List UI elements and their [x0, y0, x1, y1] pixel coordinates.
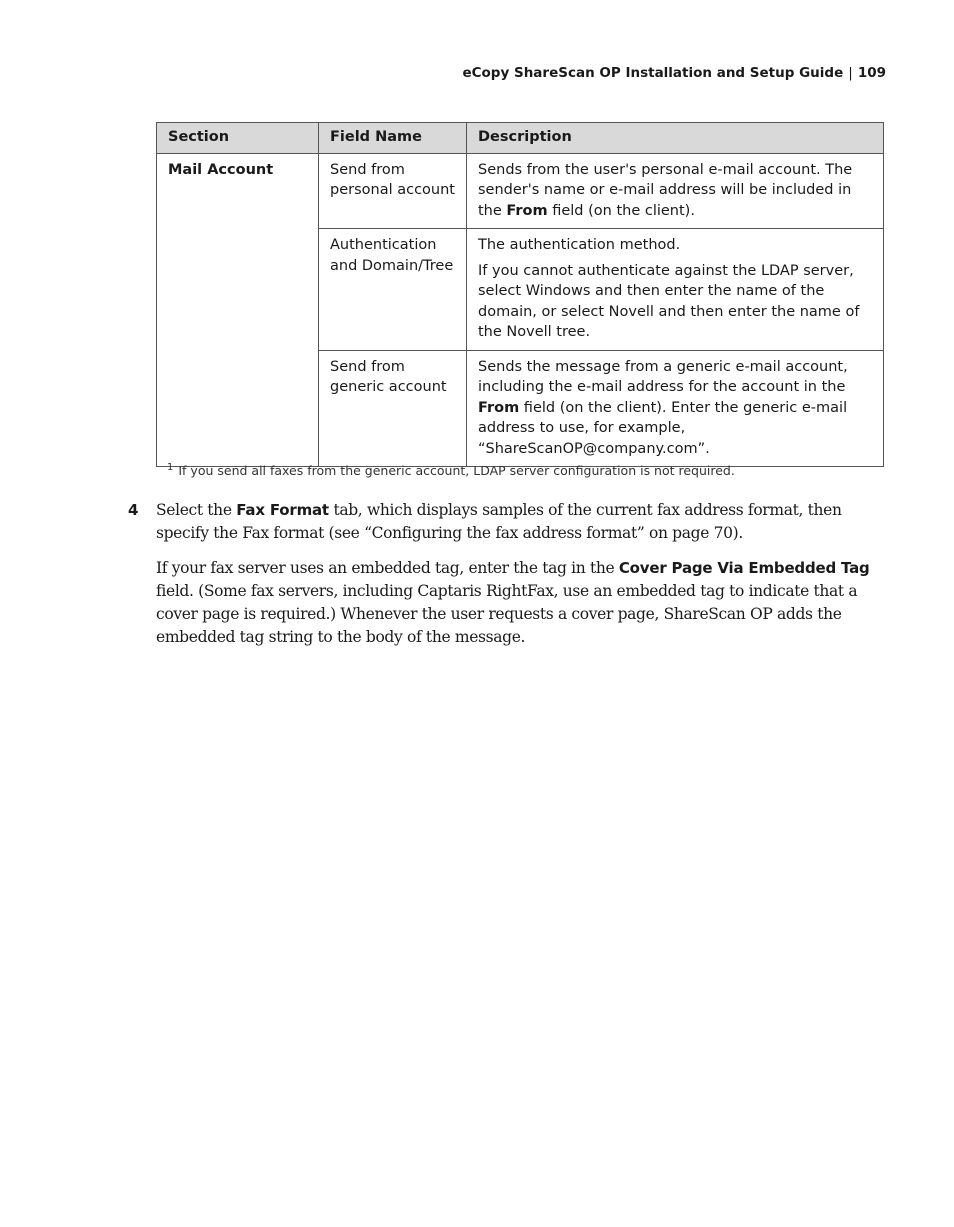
- field-name-cell: Send from personal account: [319, 153, 467, 229]
- description-text: If you cannot authenticate against the LDAP server, select Windows and then enter the name of the domain, or select Novell and then enter the name of the Novell tree.: [478, 262, 860, 340]
- table-header-row: [157, 123, 884, 154]
- table-footnote: [167, 462, 735, 478]
- footnote-text: If you send all faxes from the generic account, LDAP server configuration is not required.: [178, 463, 735, 479]
- column-header-description: Description: [467, 123, 884, 154]
- description-cell: [467, 153, 884, 229]
- footnote-marker: 1: [167, 462, 174, 473]
- field-name-cell: Authentication and Domain/Tree: [319, 229, 467, 351]
- page-number: 109: [857, 65, 886, 81]
- guide-title: eCopy ShareScan OP Installation and Setup Guide: [462, 65, 844, 81]
- step-paragraph: Select the Fax Format tab, which displays samples of the current fax address format, then specify the Fax format (see “Configuring the fax address format” on page 70).: [156, 501, 842, 542]
- cover-page-field-name: Cover Page Via Embedded Tag: [618, 559, 870, 577]
- fax-format-tab-name: Fax Format: [236, 501, 329, 519]
- header-separator: |: [848, 65, 853, 81]
- page-header: [462, 65, 886, 81]
- description-text: Sends from the user's personal e-mail account. The sender's name or e-mail address will be included in the From field (on the client).: [478, 161, 853, 219]
- from-field-name: From: [506, 202, 548, 219]
- description-cell: [467, 350, 884, 467]
- description-text: The authentication method.: [478, 237, 681, 253]
- mail-account-table: [156, 122, 884, 467]
- description-text: Sends the message from a generic e-mail account, including the e-mail address for the account in the From field (on the client). Enter the generic e-mail address to use, for example, “ShareScanOP@company.com”.: [478, 358, 848, 457]
- section-cell: Mail Account: [157, 153, 319, 467]
- column-header-field-name: Field Name: [319, 123, 467, 154]
- step-number: 4: [128, 501, 139, 519]
- step-paragraph: If your fax server uses an embedded tag, enter the tag in the Cover Page Via Embedded Tag field. (Some fax servers, including Captaris RightFax, use an embedded tag to indicate that a cover page is required.) Whenever the user requests a cover page, ShareScan OP adds the embedded tag string to the body of the message.: [156, 559, 870, 646]
- from-field-name: From: [478, 399, 520, 416]
- field-name-cell: Send from generic account: [319, 350, 467, 467]
- description-cell: [467, 229, 884, 351]
- table-row: [157, 153, 884, 229]
- column-header-section: Section: [157, 123, 319, 154]
